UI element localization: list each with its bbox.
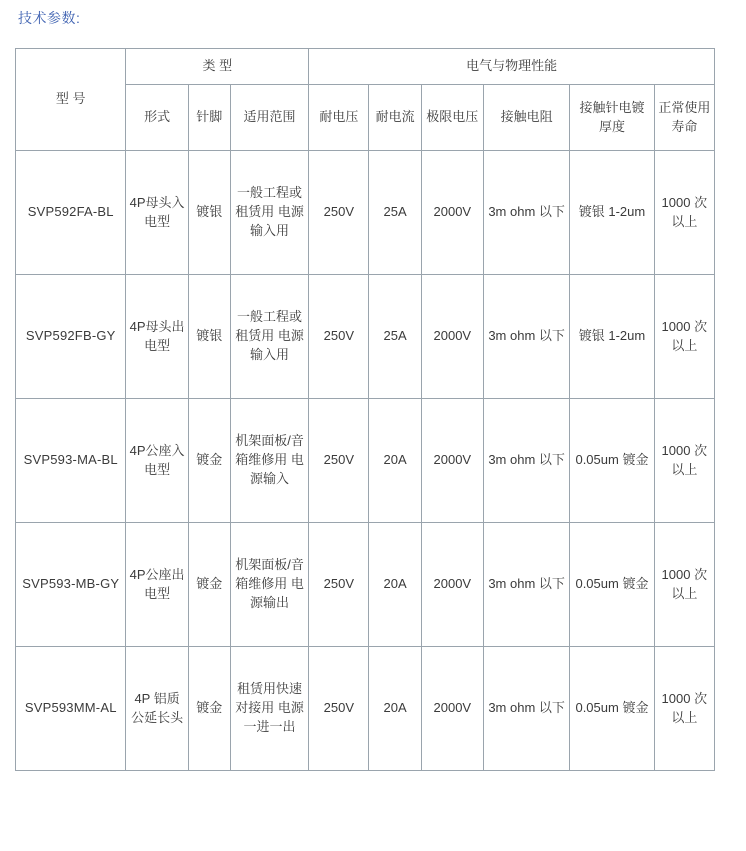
cell-form: 4P公座出电型 [126, 523, 188, 647]
header-voltage: 耐电压 [309, 85, 369, 151]
table-row [16, 275, 715, 399]
cell-limit-voltage: 2000V [421, 523, 483, 647]
cell-service-life: 1000 次以上 [654, 151, 714, 275]
cell-plating-thickness: 0.05um 镀金 [570, 399, 654, 523]
cell-service-life: 1000 次以上 [654, 647, 714, 771]
header-contact-resistance: 接触电阻 [483, 85, 569, 151]
cell-range: 一般工程或租赁用 电源输入用 [230, 151, 308, 275]
cell-limit-voltage: 2000V [421, 275, 483, 399]
table-row [16, 151, 715, 275]
cell-voltage: 250V [309, 647, 369, 771]
cell-model: SVP593-MA-BL [16, 399, 126, 523]
cell-plating-thickness: 0.05um 镀金 [570, 523, 654, 647]
cell-pin: 镀金 [188, 647, 230, 771]
header-group-type: 类 型 [126, 49, 309, 85]
table-body [16, 151, 715, 771]
cell-limit-voltage: 2000V [421, 647, 483, 771]
cell-current: 25A [369, 151, 421, 275]
cell-range: 机架面板/音箱维修用 电源输入 [230, 399, 308, 523]
spec-table-container [15, 48, 715, 771]
header-current: 耐电流 [369, 85, 421, 151]
header-form: 形式 [126, 85, 188, 151]
cell-current: 20A [369, 523, 421, 647]
cell-contact-resistance: 3m ohm 以下 [483, 523, 569, 647]
cell-voltage: 250V [309, 275, 369, 399]
header-limit-voltage: 极限电压 [421, 85, 483, 151]
cell-limit-voltage: 2000V [421, 151, 483, 275]
cell-contact-resistance: 3m ohm 以下 [483, 275, 569, 399]
cell-contact-resistance: 3m ohm 以下 [483, 399, 569, 523]
cell-range: 机架面板/音箱维修用 电源输出 [230, 523, 308, 647]
cell-contact-resistance: 3m ohm 以下 [483, 647, 569, 771]
cell-model: SVP593-MB-GY [16, 523, 126, 647]
cell-model: SVP592FB-GY [16, 275, 126, 399]
table-row [16, 399, 715, 523]
spec-table [15, 48, 715, 771]
cell-form: 4P母头出电型 [126, 275, 188, 399]
table-row [16, 523, 715, 647]
cell-service-life: 1000 次以上 [654, 399, 714, 523]
cell-range: 租赁用快速对接用 电源一进一出 [230, 647, 308, 771]
cell-form: 4P公座入电型 [126, 399, 188, 523]
cell-service-life: 1000 次以上 [654, 275, 714, 399]
cell-model: SVP592FA-BL [16, 151, 126, 275]
header-plating-thickness: 接触针电镀厚度 [570, 85, 654, 151]
cell-pin: 镀银 [188, 275, 230, 399]
cell-pin: 镀金 [188, 399, 230, 523]
cell-current: 25A [369, 275, 421, 399]
cell-voltage: 250V [309, 399, 369, 523]
cell-pin: 镀银 [188, 151, 230, 275]
cell-voltage: 250V [309, 151, 369, 275]
cell-voltage: 250V [309, 523, 369, 647]
page-title: 技术参数: [18, 10, 81, 26]
cell-limit-voltage: 2000V [421, 399, 483, 523]
cell-form: 4P 铝质公延长头 [126, 647, 188, 771]
cell-plating-thickness: 镀银 1-2um [570, 151, 654, 275]
cell-service-life: 1000 次以上 [654, 523, 714, 647]
cell-contact-resistance: 3m ohm 以下 [483, 151, 569, 275]
header-row-group [16, 49, 715, 85]
header-pin: 针脚 [188, 85, 230, 151]
header-range: 适用范围 [230, 85, 308, 151]
cell-current: 20A [369, 399, 421, 523]
cell-range: 一般工程或租赁用 电源输入用 [230, 275, 308, 399]
cell-pin: 镀金 [188, 523, 230, 647]
header-group-performance: 电气与物理性能 [309, 49, 715, 85]
cell-plating-thickness: 0.05um 镀金 [570, 647, 654, 771]
cell-current: 20A [369, 647, 421, 771]
cell-model: SVP593MM-AL [16, 647, 126, 771]
table-header [16, 49, 715, 151]
cell-plating-thickness: 镀银 1-2um [570, 275, 654, 399]
header-model: 型 号 [16, 49, 126, 151]
cell-form: 4P母头入电型 [126, 151, 188, 275]
table-row [16, 647, 715, 771]
header-service-life: 正常使用寿命 [654, 85, 714, 151]
